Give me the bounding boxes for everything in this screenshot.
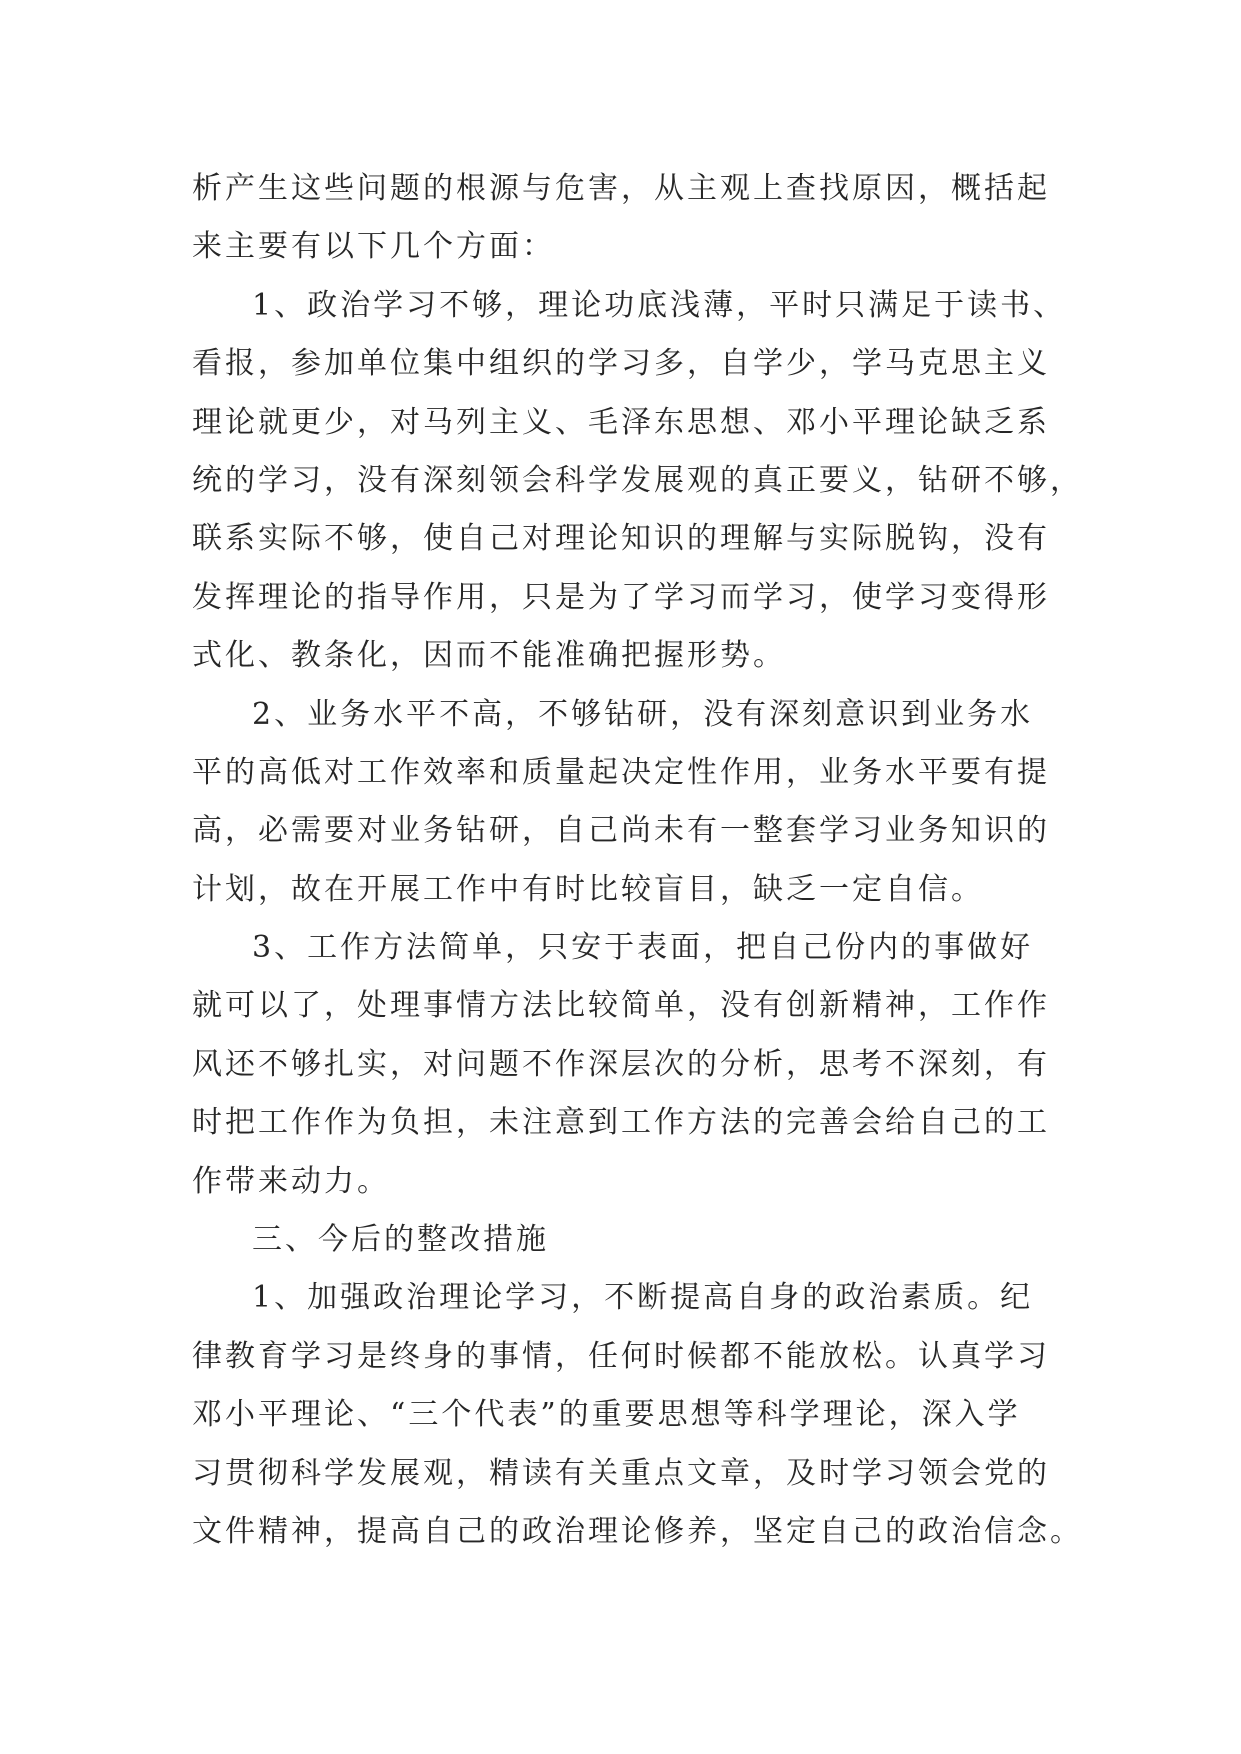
text-line: 平的高低对工作效率和质量起决定性作用，业务水平要有提 — [192, 754, 1050, 790]
text-line: 来主要有以下几个方面： — [192, 229, 555, 265]
text-line: 风还不够扎实，对问题不作深层次的分析，思考不深刻，有 — [192, 1046, 1050, 1082]
text-line: 理论就更少，对马列主义、毛泽东思想、邓小平理论缺乏系 — [192, 404, 1050, 440]
paragraph-start-line: 2、业务水平不高，不够钻研，没有深刻意识到业务水 — [252, 696, 1034, 732]
text-line: 文件精神，提高自己的政治理论修养，坚定自己的政治信念。 — [192, 1513, 1083, 1549]
text-line: 时把工作作为负担，未注意到工作方法的完善会给自己的工 — [192, 1105, 1050, 1141]
text-line: 式化、教条化，因而不能准确把握形势。 — [192, 638, 786, 674]
section-heading: 三、今后的整改措施 — [252, 1222, 549, 1258]
text-line: 邓小平理论、“三个代表”的重要思想等科学理论，深入学 — [192, 1397, 1021, 1433]
text-line: 律教育学习是终身的事情，任何时候都不能放松。认真学习 — [192, 1338, 1050, 1374]
text-line: 就可以了，处理事情方法比较简单，没有创新精神，工作作 — [192, 988, 1050, 1024]
text-line: 计划，故在开展工作中有时比较盲目，缺乏一定自信。 — [192, 871, 984, 907]
text-line: 析产生这些问题的根源与危害，从主观上查找原因，概括起 — [192, 171, 1050, 206]
document-body — [192, 160, 1083, 1561]
paragraph-start-line: 3、工作方法简单，只安于表面，把自己份内的事做好 — [252, 930, 1034, 966]
paragraph-start-line: 1、政治学习不够，理论功底浅薄，平时只满足于读书、 — [252, 287, 1067, 323]
text-line: 统的学习，没有深刻领会科学发展观的真正要义，钻研不够， — [192, 462, 1083, 498]
text-line: 作带来动力。 — [192, 1163, 390, 1199]
text-line: 习贯彻科学发展观，精读有关重点文章，及时学习领会党的 — [192, 1455, 1050, 1491]
text-line: 发挥理论的指导作用，只是为了学习而学习，使学习变得形 — [192, 579, 1050, 615]
text-line: 联系实际不够，使自己对理论知识的理解与实际脱钩，没有 — [192, 521, 1050, 557]
paragraph-start-line: 1、加强政治理论学习，不断提高自身的政治素质。纪 — [252, 1280, 1034, 1316]
text-line: 看报，参加单位集中组织的学习多，自学少，学马克思主义 — [192, 346, 1050, 382]
text-line: 高，必需要对业务钻研，自己尚未有一整套学习业务知识的 — [192, 813, 1050, 849]
